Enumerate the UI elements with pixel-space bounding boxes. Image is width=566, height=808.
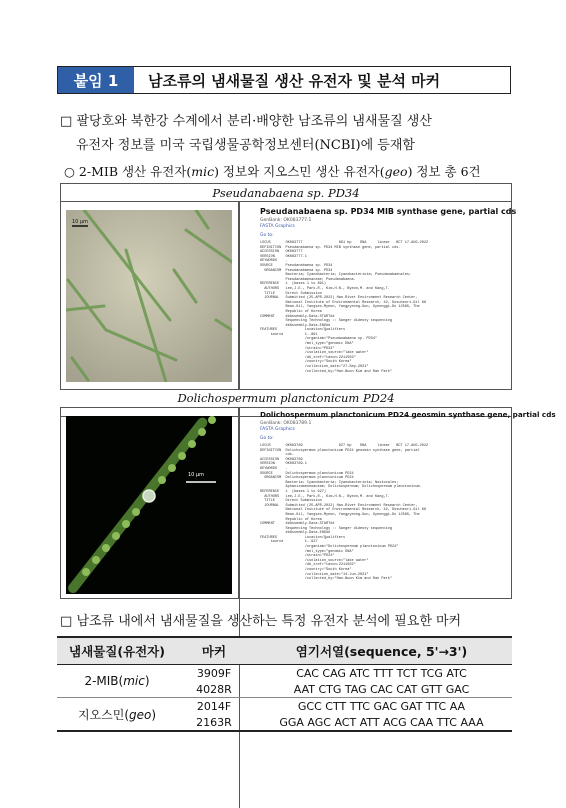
- header-substance: 냄새물질(유전자): [57, 637, 177, 665]
- geo-gene-name: geo: [384, 164, 408, 179]
- genbank-title-2: [260, 410, 556, 582]
- appendix-title: 남조류의 냄새물질 생산 유전자 및 분석 마커: [148, 71, 441, 90]
- figure-divider: [239, 408, 240, 808]
- sub-text-2: ) 정보와 지오스민 생산 유전자(: [214, 164, 385, 179]
- marker-cell: 2163R: [177, 714, 251, 731]
- dolichospermum-micrograph: [66, 416, 232, 594]
- marker-section-heading: [60, 610, 461, 629]
- figure1-caption: Pseudanabaena sp. PD34: [61, 184, 511, 202]
- table-header-row: [57, 637, 512, 665]
- substance-cell: [57, 665, 177, 698]
- scale-label: 10 µm: [72, 219, 89, 225]
- substance-suffix: ): [151, 707, 157, 722]
- substance-name: 지오스민(: [77, 707, 130, 722]
- sub-bullet: [64, 162, 481, 180]
- figure-divider: [238, 201, 239, 389]
- gene-name: mic: [123, 674, 145, 688]
- sub-text-3: ) 정보 총 6건: [407, 164, 481, 179]
- intro-line-1: [60, 110, 520, 134]
- substance-cell: [57, 698, 177, 732]
- substance-suffix: ): [144, 674, 150, 688]
- table-row: [57, 698, 512, 715]
- sequence-cell: AAT CTG TAG CAC CAT GTT GAC: [293, 682, 470, 696]
- record-nav-link[interactable]: FASTA Graphics: [260, 427, 295, 432]
- intro-line-1-text: 팔당호와 북한강 수계에서 분리·배양한 남조류의 냄새물질 생산: [76, 114, 432, 129]
- substance-name: 2-MIB(: [84, 674, 124, 688]
- header-sequence: 염기서열(sequence, 5'→3'): [251, 637, 512, 665]
- pseudanabaena-micrograph: [66, 210, 232, 382]
- figure-divider: [239, 202, 240, 390]
- marker-section-text: 남조류 내에서 냄새물질을 생산하는 특정 유전자 분석에 필요한 마커: [76, 614, 462, 629]
- sequence-cell: CAC CAG ATC TTT TCT TCG ATC: [296, 666, 467, 680]
- goto-link[interactable]: Go to:: [260, 233, 274, 238]
- figure-divider: [238, 408, 239, 599]
- record-accession: GenBank: OK083789.1: [260, 421, 312, 426]
- table-row: [57, 665, 512, 682]
- appendix-tag: 붙임 1: [58, 67, 134, 93]
- record-accession: GenBank: OK083777.1: [260, 218, 312, 223]
- marker-cell: 3909F: [196, 666, 232, 680]
- record-body: LOCUS OK083789 927 bp DNA linear BCT 17-AUG-2022 DEFINITION Dolichospermum planctonicum PD24 geosmin synthase gene, partial cds. ACCESSION OK083789 VERSION OK083789.1 KEYWORDS . SOURCE Dolichospermum planctonicum PD24 ORGANISM Dolichospermum planctonicum PD24 Bacteria; Cyanobacteria; Cyanobacteriota; Nostocales; Aphanizomenonaceae; Dolichospermum; Dolichospermum planctonicum. REFERENCE 1 (bases 1 to 927) AUTHORS Lee,J.E., Park,R., Kim,H.N., Byeon,M. and Kang,T. TITLE Direct Submission JOURNAL Submitted (25-APR-2022) Han-River Environment Research Center, National Institute of Environmental Research, 42, Dosuheori-Gil 68 Bean-Gil, Yangseo-Myeon, Yangpyeong-Gun, Gyeonggi-Do 12585, The Republic of Korea COMMENT ##Assembly-Data-START## Sequencing Technology :: Sanger dideoxy sequencing ##Assembly-Data-END## FEATURES Location/Qualifiers source 1..927 /organism="Dolichospermum planctonicum PD24" /mol_type="genomic DNA" /strain="PD24" /isolation_source="lake water" /db_xref="taxon:2211502" /country="South Korea" /collection_date="14-Jun-2021" /collected_by="Han-Nuon Kim and Ran Park": [260, 444, 429, 582]
- record-nav-link[interactable]: FASTA Graphics: [260, 224, 295, 229]
- sequence-cell: GGA AGC ACT ATT ACG CAA TTC AAA: [251, 714, 512, 731]
- checkbox-bullet-icon: □: [60, 614, 73, 629]
- appendix-header: [57, 66, 511, 94]
- gene-name: geo: [129, 707, 152, 722]
- marker-table: [57, 636, 512, 732]
- sub-text-1: 2-MIB 생산 유전자(: [78, 164, 192, 179]
- checkbox-bullet-icon: □: [60, 114, 73, 129]
- intro-paragraph: [60, 110, 520, 158]
- header-marker: 마커: [177, 637, 251, 665]
- genbank-title-1: [260, 207, 516, 374]
- record-title: Dolichospermum planctonicum PD24 geosmin synthase gene, partial cds: [260, 410, 556, 419]
- scale-label: 10 µm: [188, 472, 205, 478]
- marker-cell: 4028R: [196, 682, 232, 696]
- sequence-cell: GCC CTT TTC GAC GAT TTC AA: [251, 698, 512, 715]
- intro-line-2: 유전자 정보를 미국 국립생물공학정보센터(NCBI)에 등재함: [76, 138, 415, 153]
- record-title: Pseudanabaena sp. PD34 MIB synthase gene, partial cds: [260, 207, 517, 216]
- goto-link[interactable]: Go to:: [260, 436, 274, 441]
- record-body: LOCUS OK083777 891 bp DNA linear BCT 17-AUG-2022 DEFINITION Pseudanabaena sp. PD34 MIB synthase gene, partial cds. ACCESSION OK083777 VERSION OK083777.1 KEYWORDS . SOURCE Pseudanabaena sp. PD34 ORGANISM Pseudanabaena sp. PD34 Bacteria; Cyanobacteria; Cyanobacteriota; Pseudanabaenales; Pseudanabaenaceae; Pseudanabaena. REFERENCE 1 (bases 1 to 891) AUTHORS Lee,J.E., Park,R., Kim,H.N., Byeon,M. and Kang,T. TITLE Direct Submission JOURNAL Submitted (25-APR-2022) Han-River Environment Research Center, National Institute of Environmental Research, 42, Dosuheori-Gil 68 Bean-Gil, Yangseo-Myeon, Yangpyeong-Gun, Gyeonggi-Do 12585, The Republic of Korea COMMENT ##Assembly-Data-START## Sequencing Technology :: Sanger dideoxy sequencing ##Assembly-Data-END## FEATURES Location/Qualifiers source 1..891 /organism="Pseudanabaena sp. PD34" /mol_type="genomic DNA" /strain="PD34" /isolation_source="lake water" /db_xref="taxon:2211503" /country="South Korea" /collection_date="27-Sep-2021" /collected_by="Han-Nuon Kim and Ran Park": [260, 241, 429, 374]
- marker-cell: 2014F: [177, 698, 251, 715]
- mic-gene-name: mic: [191, 164, 215, 179]
- circle-bullet-icon: ○: [64, 164, 75, 179]
- figure2-caption: Dolichospermum planctonicum PD24: [60, 389, 512, 408]
